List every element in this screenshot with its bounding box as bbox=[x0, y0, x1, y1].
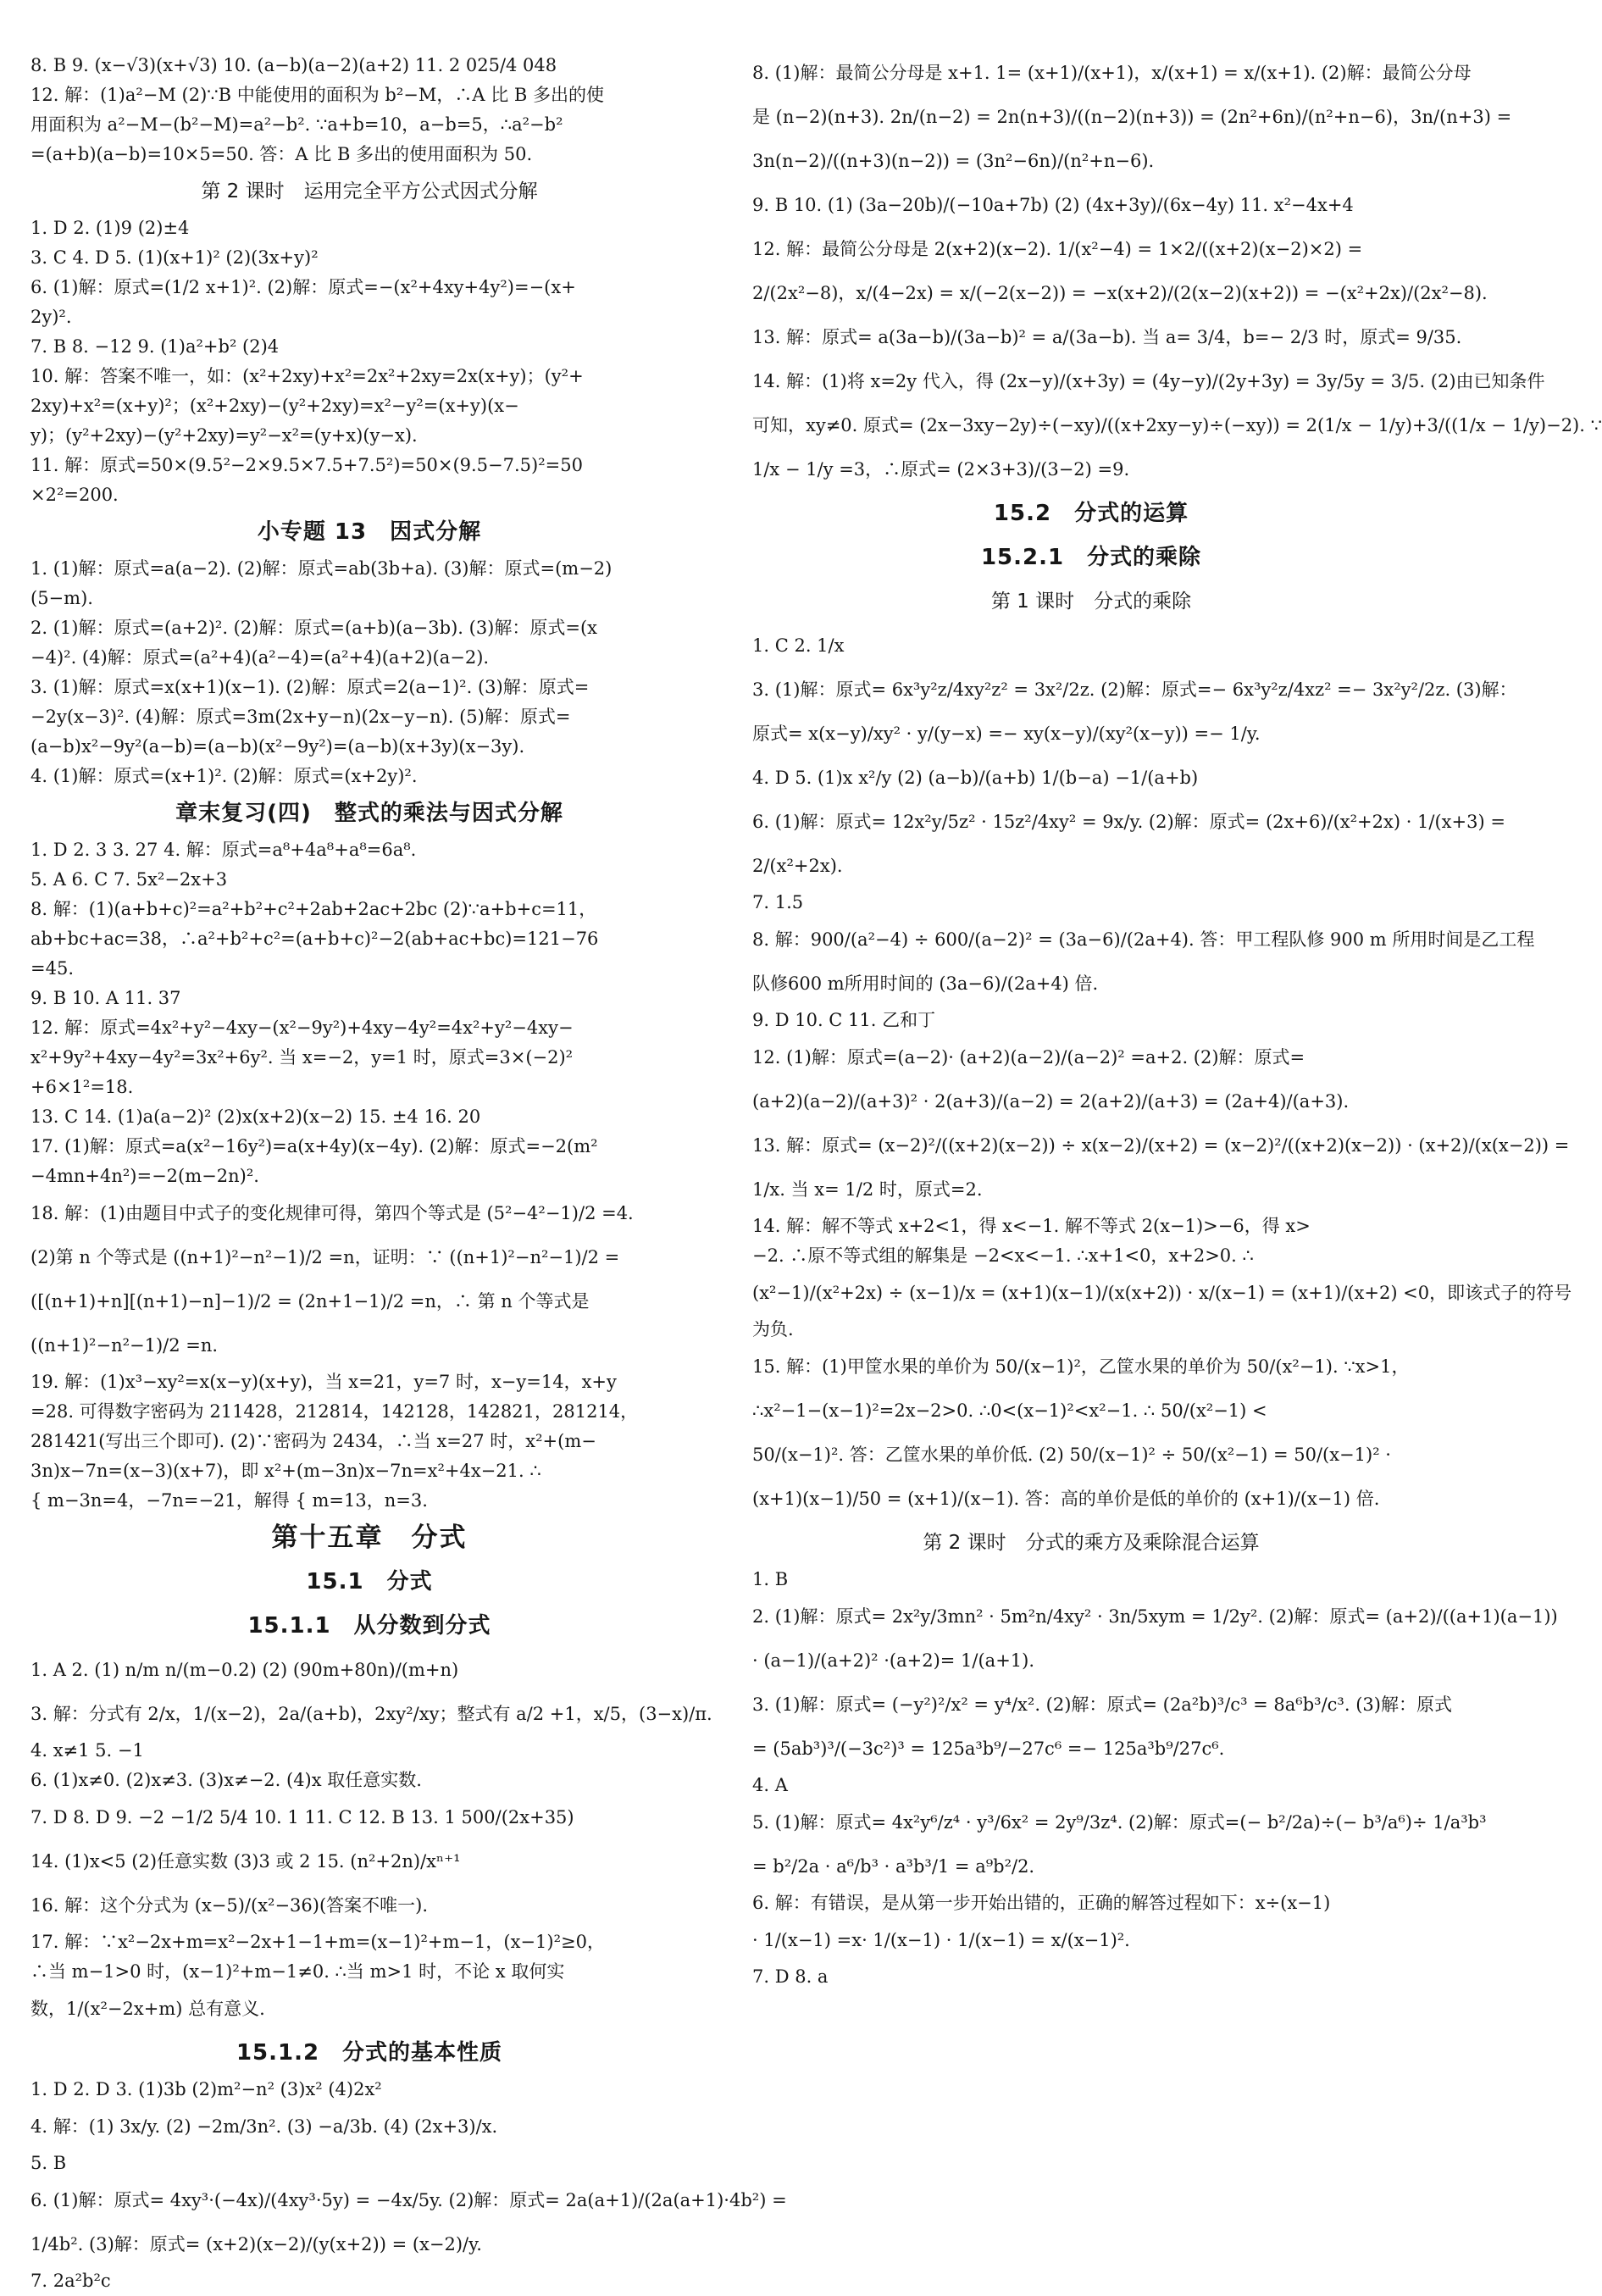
section-heading: 小专题 13 因式分解 bbox=[257, 519, 482, 545]
right-answer-line: ∴x²−1−(x−1)²=2x−2>0. ∴0<(x−1)²<x²−1. ∴ 50/(x²−1) < bbox=[752, 1400, 1267, 1421]
right-answer-line: (a+2)(a−2)/(a+3)² · 2(a+3)/(a−2) = 2(a+2)/(a+3) = (2a+4)/(a+3). bbox=[752, 1091, 1350, 1112]
right-answer-line: 3n(n−2)/((n+3)(n−2)) = (3n²−6n)/(n²+n−6). bbox=[752, 151, 1155, 171]
right-answer-line: 50/(x−1)². 答：乙筐水果的单价低. (2) 50/(x−1)² ÷ 50/(x²−1) = 50/(x−1)² · bbox=[752, 1445, 1391, 1465]
right-answer-line: 2/(2x²−8)，x/(4−2x) = x/(−2(x−2)) = −x(x+2)/(2(x−2)(x+2)) = −(x²+2x)/(2x²−8). bbox=[752, 283, 1488, 303]
section-heading: 15.1 分式 bbox=[306, 1569, 433, 1594]
right-answer-line: 4. A bbox=[752, 1775, 788, 1795]
left-answer-line: 1. D 2. 3 3. 27 4. 解：原式=a⁸+4a⁸+a⁸=6a⁸. bbox=[30, 840, 417, 860]
left-answer-line: 用面积为 a²−M−(b²−M)=a²−b². ∵a+b=10，a−b=5，∴a²−b² bbox=[30, 114, 563, 135]
left-answer-line: { m−3n=4，−7n=−21，解得 { m=13，n=3. bbox=[30, 1490, 428, 1511]
right-answer-line: 13. 解：原式= (x−2)²/((x+2)(x−2)) ÷ x(x−2)/(x+2) = (x−2)²/((x+2)(x−2)) · (x+2)/(x(x−2)) = bbox=[752, 1135, 1570, 1156]
left-answer-line: 4. (1)解：原式=(x+1)². (2)解：原式=(x+2y)². bbox=[30, 766, 418, 786]
left-answer-line: 8. B 9. (x−√3)(x+√3) 10. (a−b)(a−2)(a+2) 11. 2 025/4 048 bbox=[30, 55, 557, 75]
right-answer-line: 6. 解：有错误，是从第一步开始出错的，正确的解答过程如下：x÷(x−1) bbox=[752, 1893, 1331, 1913]
answer-column-right bbox=[752, 51, 1602, 1992]
left-answer-line: 3. 解：分式有 2/x，1/(x−2)，2a/(a+b)，2xy²/xy；整式有 a/2 +1，x/5，(3−x)/π. bbox=[30, 1704, 712, 1724]
left-answer-line: 3n)x−7n=(x−3)(x+7)，即 x²+(m−3n)x−7n=x²+4x−21. ∴ bbox=[30, 1461, 541, 1481]
left-answer-line: 10. 解：答案不唯一，如：(x²+2xy)+x²=2x²+2xy=2x(x+y)；(y²+ bbox=[30, 366, 584, 386]
right-answer-line: 4. D 5. (1)x x²/y (2) (a−b)/(a+b) 1/(b−a) −1/(a+b) bbox=[752, 768, 1199, 788]
left-answer-line: +6×1²=18. bbox=[30, 1077, 134, 1097]
right-answer-line: 5. (1)解：原式= 4x²y⁶/z⁴ · y³/6x² = 2y⁹/3z⁴. (2)解：原式=(− b²/2a)÷(− b³/a⁶)÷ 1/a³b³ bbox=[752, 1812, 1487, 1833]
left-answer-line: 17. 解：∵x²−2x+m=x²−2x+1−1+m=(x−1)²+m−1，(x−1)²≥0， bbox=[30, 1932, 605, 1952]
left-answer-line: 19. 解：(1)x³−xy²=x(x−y)(x+y)，当 x=21，y=7 时，x−y=14，x+y bbox=[30, 1372, 617, 1392]
section-heading: 章末复习(四) 整式的乘法与因式分解 bbox=[175, 801, 563, 826]
chapter-heading: 第十五章 分式 bbox=[271, 1522, 468, 1553]
left-answer-line: 6. (1)解：原式= 4xy³·(−4x)/(4xy³·5y) = −4x/5y. (2)解：原式= 2a(a+1)/(2a(a+1)·4b²) = bbox=[30, 2190, 787, 2210]
right-answer-line: 1/x. 当 x= 1/2 时，原式=2. bbox=[752, 1179, 983, 1200]
left-answer-line: 6. (1)解：原式=(1/2 x+1)². (2)解：原式=−(x²+4xy+4y²)=−(x+ bbox=[30, 277, 576, 297]
right-answer-line: 13. 解：原式= a(3a−b)/(3a−b)² = a/(3a−b). 当 a= 3/4，b=− 2/3 时，原式= 9/35. bbox=[752, 327, 1462, 347]
left-answer-line: 1. D 2. (1)9 (2)±4 bbox=[30, 218, 190, 238]
right-answer-line: · (a−1)/(a+2)² ·(a+2)= 1/(a+1). bbox=[752, 1650, 1035, 1671]
lesson-heading: 第 2 课时 分式的乘方及乘除混合运算 bbox=[923, 1532, 1260, 1554]
left-answer-line: 17. (1)解：原式=a(x²−16y²)=a(x+4y)(x−4y). (2)解：原式=−2(m² bbox=[30, 1136, 598, 1156]
section-heading: 15.2 分式的运算 bbox=[993, 501, 1189, 526]
left-answer-line: 4. x≠1 5. −1 bbox=[30, 1740, 144, 1761]
left-answer-line: 16. 解：这个分式为 (x−5)/(x²−36)(答案不唯一). bbox=[30, 1895, 429, 1916]
right-answer-line: 2/(x²+2x). bbox=[752, 856, 843, 876]
left-answer-line: 18. 解：(1)由题目中式子的变化规律可得，第四个等式是 (5²−4²−1)/2 =4. bbox=[30, 1203, 634, 1223]
right-answer-line: 1/x − 1/y =3，∴原式= (2×3+3)/(3−2) =9. bbox=[752, 459, 1130, 480]
right-answer-line: 2. (1)解：原式= 2x²y/3mn² · 5m²n/4xy² · 3n/5xym = 1/2y². (2)解：原式= (a+2)/((a+1)(a−1)) bbox=[752, 1606, 1558, 1627]
right-answer-line: · 1/(x−1) =x· 1/(x−1) · 1/(x−1) = x/(x−1)². bbox=[752, 1930, 1130, 1950]
right-answer-line: 9. B 10. (1) (3a−20b)/(−10a+7b) (2) (4x+3y)/(6x−4y) 11. x²−4x+4 bbox=[752, 195, 1354, 215]
section-heading: 15.1.2 分式的基本性质 bbox=[236, 2040, 503, 2066]
left-answer-line: 1. (1)解：原式=a(a−2). (2)解：原式=ab(3b+a). (3)解：原式=(m−2) bbox=[30, 558, 613, 579]
right-answer-line: 14. 解：解不等式 x+2<1，得 x<−1. 解不等式 2(x−1)>−6，得 x> bbox=[752, 1216, 1311, 1236]
left-answer-line: ((n+1)²−n²−1)/2 =n. bbox=[30, 1335, 219, 1356]
right-answer-line: 9. D 10. C 11. 乙和丁 bbox=[752, 1010, 936, 1030]
left-answer-line: 9. B 10. A 11. 37 bbox=[30, 988, 181, 1008]
right-answer-line: 12. 解：最简公分母是 2(x+2)(x−2). 1/(x²−4) = 1×2/((x+2)(x−2)×2) = bbox=[752, 239, 1363, 259]
right-answer-line: (x+1)(x−1)/50 = (x+1)/(x−1). 答：高的单价是低的单价的 (x+1)/(x−1) 倍. bbox=[752, 1489, 1380, 1509]
left-answer-line: 5. A 6. C 7. 5x²−2x+3 bbox=[30, 869, 228, 890]
left-answer-line: 12. 解：原式=4x²+y²−4xy−(x²−9y²)+4xy−4y²=4x²+y²−4xy− bbox=[30, 1018, 574, 1038]
left-answer-line: −2y(x−3)². (4)解：原式=3m(2x+y−n)(2x−y−n). (5)解：原式= bbox=[30, 707, 571, 727]
right-answer-line: −2. ∴原不等式组的解集是 −2<x<−1. ∴x+1<0，x+2>0. ∴ bbox=[752, 1245, 1254, 1266]
left-answer-line: =(a+b)(a−b)=10×5=50. 答：A 比 B 多出的使用面积为 50. bbox=[30, 144, 533, 164]
right-answer-line: 8. (1)解：最简公分母是 x+1. 1= (x+1)/(x+1)，x/(x+1) = x/(x+1). (2)解：最简公分母 bbox=[752, 63, 1472, 83]
left-answer-line: ab+bc+ac=38，∴a²+b²+c²=(a+b+c)²−2(ab+ac+bc)=121−76 bbox=[30, 929, 599, 949]
right-answer-line: 原式= x(x−y)/xy² · y/(y−x) =− xy(x−y)/(xy²(x−y)) =− 1/y. bbox=[752, 724, 1261, 744]
left-answer-line: y)；(y²+2xy)−(y²+2xy)=y²−x²=(y+x)(y−x). bbox=[30, 425, 418, 446]
right-answer-line: 7. 1.5 bbox=[752, 892, 804, 912]
left-answer-line: 281421(写出三个即可). (2)∵密码为 2434，∴当 x=27 时，x²+(m− bbox=[30, 1431, 596, 1451]
left-answer-line: 12. 解：(1)a²−M (2)∵B 中能使用的面积为 b²−M，∴A 比 B 多出的使 bbox=[30, 85, 605, 105]
right-answer-line: 为负. bbox=[752, 1319, 794, 1339]
right-answer-line: 1. C 2. 1/x bbox=[752, 635, 845, 656]
left-answer-line: 5. B bbox=[30, 2153, 67, 2173]
section-heading: 15.1.1 从分数到分式 bbox=[247, 1613, 491, 1639]
left-answer-line: 11. 解：原式=50×(9.5²−2×9.5×7.5+7.5²)=50×(9.5−7.5)²=50 bbox=[30, 455, 583, 475]
left-answer-line: 2. (1)解：原式=(a+2)². (2)解：原式=(a+b)(a−3b). (3)解：原式=(x bbox=[30, 618, 598, 638]
lesson-heading: 第 2 课时 运用完全平方公式因式分解 bbox=[201, 180, 538, 202]
left-answer-line: 7. 2a²b²c bbox=[30, 2271, 111, 2291]
left-answer-line: 14. (1)x<5 (2)任意实数 (3)3 或 2 15. (n²+2n)/xⁿ⁺¹ bbox=[30, 1851, 461, 1872]
right-answer-line: (x²−1)/(x²+2x) ÷ (x−1)/x = (x+1)(x−1)/(x(x+2)) · x/(x−1) = (x+1)/(x+2) <0，即该式子的符号 bbox=[752, 1283, 1572, 1303]
left-answer-line: x²+9y²+4xy−4y²=3x²+6y². 当 x=−2，y=1 时，原式=3×(−2)² bbox=[30, 1047, 574, 1068]
right-answer-line: 15. 解：(1)甲筐水果的单价为 50/(x−1)²，乙筐水果的单价为 50/(x²−1). ∵x>1， bbox=[752, 1356, 1410, 1377]
right-answer-line: = b²/2a · a⁶/b³ · a³b³/1 = a⁹b²/2. bbox=[752, 1856, 1035, 1877]
section-heading: 15.2.1 分式的乘除 bbox=[980, 545, 1202, 570]
right-answer-line: 队修600 m所用时间的 (3a−6)/(2a+4) 倍. bbox=[752, 973, 1099, 994]
right-answer-line: 6. (1)解：原式= 12x²y/5z² · 15z²/4xy² = 9x/y. (2)解：原式= (2x+6)/(x²+2x) · 1/(x+3) = bbox=[752, 812, 1505, 832]
lesson-heading: 第 1 课时 分式的乘除 bbox=[990, 591, 1192, 613]
left-answer-line: =28. 可得数字密码为 211428，212814，142128，142821，281214， bbox=[30, 1401, 639, 1422]
left-answer-line: (2)第 n 个等式是 ((n+1)²−n²−1)/2 =n，证明：∵ ((n+1)²−n²−1)/2 = bbox=[30, 1247, 620, 1267]
left-answer-line: 1/4b². (3)解：原式= (x+2)(x−2)/(y(x+2)) = (x−2)/y. bbox=[30, 2234, 482, 2254]
right-answer-line: 3. (1)解：原式= (−y²)²/x² = y⁴/x². (2)解：原式= (2a²b)³/c³ = 8a⁶b³/c³. (3)解：原式 bbox=[752, 1694, 1452, 1715]
left-answer-line: ∴当 m−1>0 时，(x−1)²+m−1≠0. ∴当 m>1 时，不论 x 取何实 bbox=[30, 1961, 565, 1982]
left-answer-line: =45. bbox=[30, 958, 74, 979]
left-answer-line: (5−m). bbox=[30, 588, 93, 608]
left-answer-line: −4)². (4)解：原式=(a²+4)(a²−4)=(a²+4)(a+2)(a−2). bbox=[30, 647, 490, 668]
left-answer-line: 3. (1)解：原式=x(x+1)(x−1). (2)解：原式=2(a−1)². (3)解：原式= bbox=[30, 677, 590, 697]
right-answer-line: = (5ab³)³/(−3c²)³ = 125a³b⁹/−27c⁶ =− 125a³b⁹/27c⁶. bbox=[752, 1739, 1225, 1759]
right-answer-line: 8. 解：900/(a²−4) ÷ 600/(a−2)² = (3a−6)/(2a+4). 答：甲工程队修 900 m 所用时间是乙工程 bbox=[752, 929, 1535, 950]
left-answer-line: 13. C 14. (1)a(a−2)² (2)x(x+2)(x−2) 15. ±4 16. 20 bbox=[30, 1106, 481, 1127]
left-answer-line: 4. 解：(1) 3x/y. (2) −2m/3n². (3) −a/3b. (4) (2x+3)/x. bbox=[30, 2116, 498, 2137]
left-answer-line: 2xy)+x²=(x+y)²；(x²+2xy)−(y²+2xy)=x²−y²=(x+y)(x− bbox=[30, 396, 519, 416]
left-answer-line: 7. D 8. D 9. −2 −1/2 5/4 10. 1 11. C 12. B 13. 1 500/(2x+35) bbox=[30, 1807, 574, 1827]
left-answer-line: ([(n+1)+n][(n+1)−n]−1)/2 = (2n+1−1)/2 =n，∴ 第 n 个等式是 bbox=[30, 1291, 590, 1312]
right-answer-line: 是 (n−2)(n+3). 2n/(n−2) = 2n(n+3)/((n−2)(n+3)) = (2n²+6n)/(n²+n−6)，3n/(n+3) = bbox=[752, 107, 1512, 127]
left-answer-line: 7. B 8. −12 9. (1)a²+b² (2)4 bbox=[30, 336, 280, 357]
right-answer-line: 可知，xy≠0. 原式= (2x−3xy−2y)÷(−xy)/((x+2xy−y)÷(−xy)) = 2(1/x − 1/y)+3/((1/x − 1/y)−2). ∵ bbox=[752, 415, 1602, 435]
left-answer-line: 6. (1)x≠0. (2)x≠3. (3)x≠−2. (4)x 取任意实数. bbox=[30, 1770, 422, 1790]
left-answer-line: 1. A 2. (1) n/m n/(m−0.2) (2) (90m+80n)/(m+n) bbox=[30, 1660, 459, 1680]
left-answer-line: 8. 解：(1)(a+b+c)²=a²+b²+c²+2ab+2ac+2bc (2)∵a+b+c=11， bbox=[30, 899, 597, 919]
left-answer-line: 3. C 4. D 5. (1)(x+1)² (2)(3x+y)² bbox=[30, 247, 319, 268]
right-answer-line: 12. (1)解：原式=(a−2)· (a+2)(a−2)/(a−2)² =a+2. (2)解：原式= bbox=[752, 1047, 1305, 1068]
right-answer-line: 3. (1)解：原式= 6x³y²z/4xy²z² = 3x²/2z. (2)解：原式=− 6x³y²z/4xz² =− 3x²y²/2z. (3)解： bbox=[752, 679, 1517, 700]
right-answer-line: 7. D 8. a bbox=[752, 1966, 829, 1987]
right-answer-line: 14. 解：(1)将 x=2y 代入，得 (2x−y)/(x+3y) = (4y−y)/(2y+3y) = 3y/5y = 3/5. (2)由已知条件 bbox=[752, 371, 1545, 391]
left-answer-line: 1. D 2. D 3. (1)3b (2)m²−n² (3)x² (4)2x² bbox=[30, 2079, 382, 2099]
right-answer-line: 1. B bbox=[752, 1569, 789, 1589]
left-answer-line: ×2²=200. bbox=[30, 485, 119, 505]
left-answer-line: (a−b)x²−9y²(a−b)=(a−b)(x²−9y²)=(a−b)(x+3y)(x−3y). bbox=[30, 736, 525, 757]
left-answer-line: 数，1/(x²−2x+m) 总有意义. bbox=[30, 1999, 265, 2019]
left-answer-line: −4mn+4n²)=−2(m−2n)². bbox=[30, 1166, 259, 1186]
left-answer-line: 2y)². bbox=[30, 307, 72, 327]
